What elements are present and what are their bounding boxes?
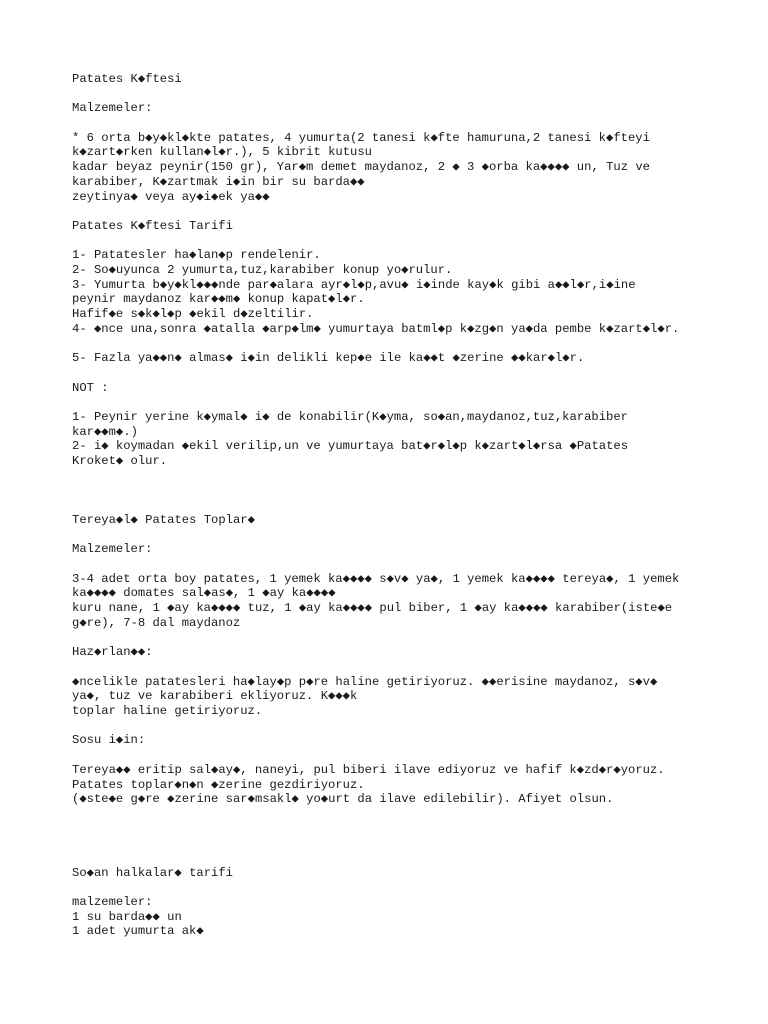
blank-line [72, 366, 732, 381]
blank-line [72, 719, 732, 734]
blank-line [72, 484, 732, 499]
blank-line [72, 204, 732, 219]
text-line: ka◆◆◆◆ domates sal◆as◆, 1 ◆ay ka◆◆◆◆ [72, 586, 336, 601]
text-line: g◆re), 7-8 dal maydanoz [72, 615, 241, 630]
text-line: toplar haline getiriyoruz. [72, 704, 263, 719]
blank-line [72, 748, 732, 763]
text-line: So◆an halkalar◆ tarifi [72, 865, 233, 880]
blank-line [72, 87, 732, 102]
text-line: 3- Yumurta b◆y◆kl◆◆◆nde par◆alara ayr◆l◆p,avu◆ i◆inde kay◆k gibi a◆◆l◆r,i◆ine [72, 277, 636, 292]
blank-line [72, 660, 732, 675]
text-line: Patates K◆ftesi Tarifi [72, 218, 233, 233]
text-line: Malzemeler: [72, 542, 153, 557]
blank-line [72, 807, 732, 822]
blank-line [72, 469, 732, 484]
blank-line [72, 822, 732, 837]
text-line: malzemeler: [72, 895, 153, 910]
blank-line [72, 851, 732, 866]
blank-line [72, 498, 732, 513]
text-line: Haz◆rlan◆◆: [72, 645, 153, 660]
blank-line [72, 557, 732, 572]
text-line: Patates toplar◆n◆n ◆zerine gezdiriyoruz. [72, 777, 365, 792]
text-line: 2- i◆ koymadan ◆ekil verilip,un ve yumurtaya bat◆r◆l◆p k◆zart◆l◆rsa ◆Patates [72, 439, 629, 454]
blank-line [72, 631, 732, 646]
blank-line [72, 234, 732, 249]
text-line: 1- Patatesler ha◆lan◆p rendelenir. [72, 248, 321, 263]
text-line: Tereya◆◆ eritip sal◆ay◆, naneyi, pul biberi ilave ediyoruz ve hafif k◆zd◆r◆yoruz. [72, 762, 665, 777]
text-line: Kroket◆ olur. [72, 454, 168, 469]
text-line: karabiber, K◆zartmak i◆in bir su barda◆◆ [72, 174, 365, 189]
text-line: Tereya◆l◆ Patates Toplar◆ [72, 512, 255, 527]
blank-line [72, 880, 732, 895]
text-line: Patates K◆ftesi [72, 72, 182, 86]
text-line: (◆ste◆e g◆re ◆zerine sar◆msakl◆ yo◆urt da ilave edilebilir). Afiyet olsun. [72, 792, 614, 807]
blank-line [72, 836, 732, 851]
blank-line [72, 395, 732, 410]
text-line: * 6 orta b◆y◆kl◆kte patates, 4 yumurta(2 tanesi k◆fte hamuruna,2 tanesi k◆fteyi [72, 130, 650, 145]
text-line: kar◆◆m◆.) [72, 424, 138, 439]
text-line: Sosu i◆in: [72, 733, 146, 748]
text-line: 1 su barda◆◆ un [72, 909, 182, 924]
text-line: Hafif◆e s◆k◆l◆p ◆ekil d◆zeltilir. [72, 307, 314, 322]
text-line: peynir maydanoz kar◆◆m◆ konup kapat◆l◆r. [72, 292, 365, 307]
text-line: kadar beyaz peynir(150 gr), Yar◆m demet maydanoz, 2 ◆ 3 ◆orba ka◆◆◆◆ un, Tuz ve [72, 160, 650, 175]
text-line: 2- So◆uyunca 2 yumurta,tuz,karabiber konup yo◆rulur. [72, 263, 453, 278]
text-line: k◆zart◆rken kullan◆l◆r.), 5 kibrit kutusu [72, 145, 372, 160]
text-line: 4- ◆nce una,sonra ◆atalla ◆arp◆lm◆ yumurtaya batml◆p k◆zg◆n ya◆da pembe k◆zart◆l◆r. [72, 321, 680, 336]
text-line: 1- Peynir yerine k◆ymal◆ i◆ de konabilir(K◆yma, so◆an,maydanoz,tuz,karabiber [72, 410, 628, 425]
text-line: kuru nane, 1 ◆ay ka◆◆◆◆ tuz, 1 ◆ay ka◆◆◆◆ pul biber, 1 ◆ay ka◆◆◆◆ karabiber(iste◆e [72, 601, 673, 616]
text-line: 5- Fazla ya◆◆n◆ almas◆ i◆in delikli kep◆e ile ka◆◆t ◆zerine ◆◆kar◆l◆r. [72, 351, 585, 366]
text-line: 3-4 adet orta boy patates, 1 yemek ka◆◆◆◆ s◆v◆ ya◆, 1 yemek ka◆◆◆◆ tereya◆, 1 yemek [72, 571, 680, 586]
blank-line [72, 528, 732, 543]
text-line: NOT : [72, 380, 109, 395]
text-line: zeytinya◆ veya ay◆i◆ek ya◆◆ [72, 189, 270, 204]
text-line: ◆ncelikle patatesleri ha◆lay◆p p◆re haline getiriyoruz. ◆◆erisine maydanoz, s◆v◆ [72, 674, 658, 689]
text-line: 1 adet yumurta ak◆ [72, 924, 204, 939]
blank-line [72, 116, 732, 131]
text-line: ya◆, tuz ve karabiberi ekliyoruz. K◆◆◆k [72, 689, 358, 704]
document-page [72, 72, 732, 939]
text-line: Malzemeler: [72, 101, 153, 116]
blank-line [72, 337, 732, 352]
